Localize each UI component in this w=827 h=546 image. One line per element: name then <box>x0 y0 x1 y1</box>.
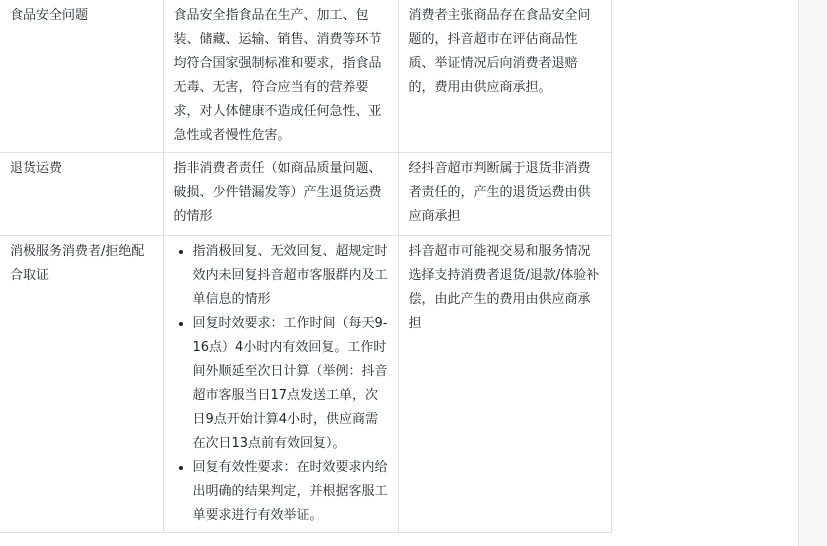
definition-cell: 食品安全指食品在生产、加工、包装、储藏、运输、销售、消费等环节均符合国家强制标准和要求，指食品无毒、无害，符合应当有的营养要求，对人体健康不造成任何急性、亚急性或者慢性危害。 <box>163 0 398 153</box>
category-cell: 食品安全问题 <box>0 0 163 153</box>
definition-cell: 指非消费者责任（如商品质量问题、破损、少件错漏发等）产生退货运费的情形 <box>163 153 398 236</box>
list-item: • 回复时效要求：工作时间（每天9-16点）4小时内有效回复。工作时间外顺延至次日计算（举例：抖音超市客服当日17点发送工单，次日9点开始计算4小时，供应商需在次日13点前有效回复）。 <box>193 312 388 456</box>
definition-bullet-list <box>174 240 388 528</box>
definition-cell <box>163 236 398 533</box>
table-row <box>0 236 611 533</box>
handling-cell: 消费者主张商品存在食品安全问题的，抖音超市在评估商品性质、举证情况后向消费者退赔的，费用由供应商承担。 <box>398 0 611 153</box>
category-cell: 消极服务消费者/拒绝配合取证 <box>0 236 163 533</box>
right-side-panel <box>799 0 827 546</box>
list-item: • 指消极回复、无效回复、超规定时效内未回复抖音超市客服群内及工单信息的情形 <box>193 240 388 312</box>
table-row <box>0 153 611 236</box>
handling-cell: 经抖音超市判断属于退货非消费者责任的，产生的退货运费由供应商承担 <box>398 153 611 236</box>
list-item: • 回复有效性要求：在时效要求内给出明确的结果判定，并根据客服工单要求进行有效举证。 <box>193 456 388 528</box>
table-row <box>0 0 611 153</box>
handling-cell: 抖音超市可能视交易和服务情况选择支持消费者退货/退款/体验补偿，由此产生的费用由供应商承担 <box>398 236 611 533</box>
category-cell: 退货运费 <box>0 153 163 236</box>
